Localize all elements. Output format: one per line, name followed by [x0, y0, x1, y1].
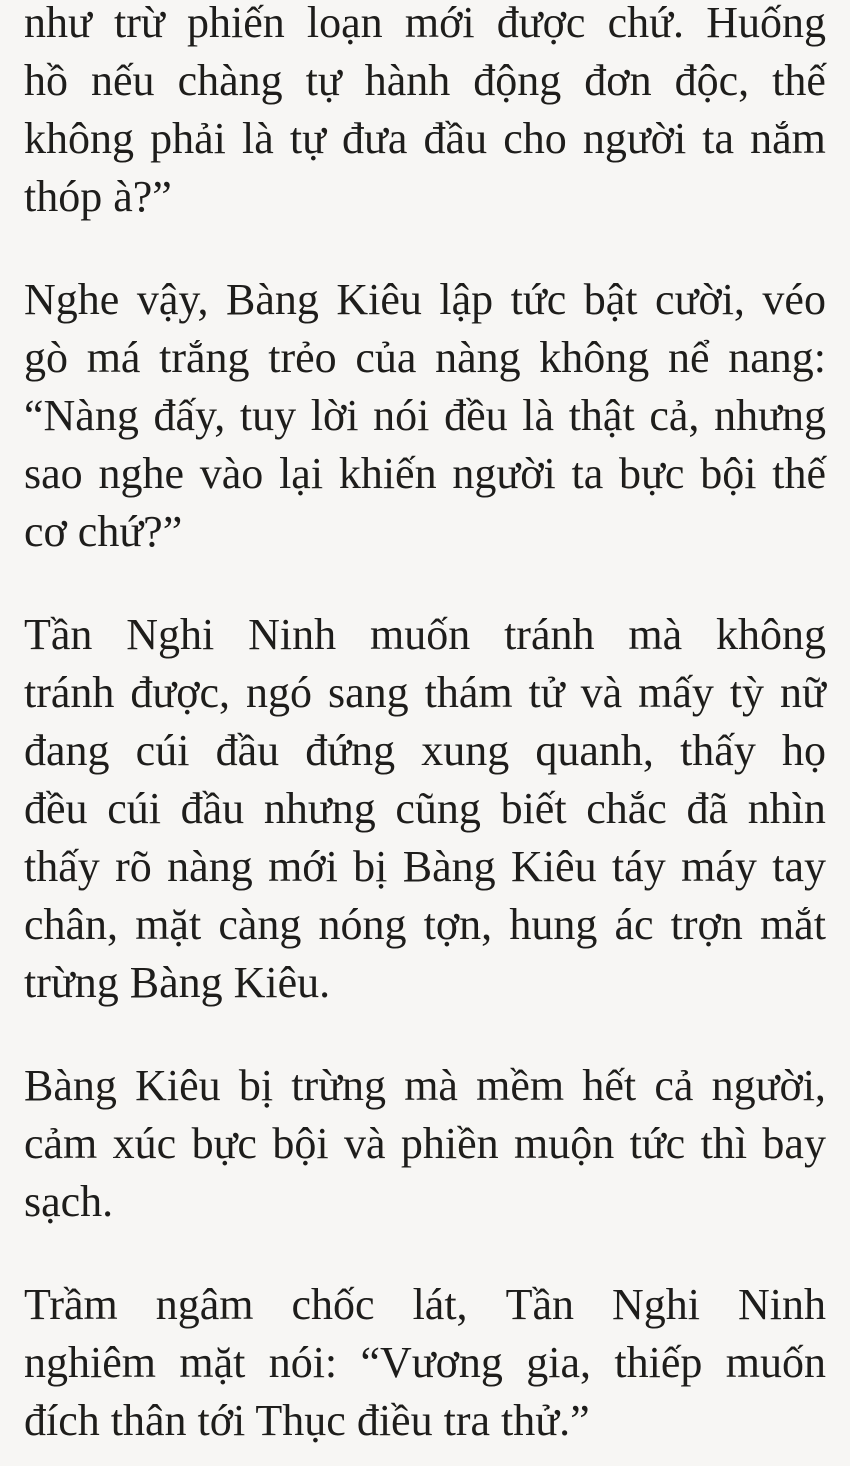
word: nàng — [435, 333, 521, 382]
word: động — [473, 56, 562, 105]
word: và — [343, 1119, 386, 1168]
word: nang: — [728, 333, 826, 382]
word: bực — [619, 449, 685, 498]
word: đơn — [584, 56, 652, 105]
word: vậy, — [136, 275, 209, 324]
word: muộn — [514, 1119, 615, 1168]
text-line: cơ chứ?” — [24, 507, 183, 556]
text-line — [24, 271, 826, 329]
word: mấy — [638, 668, 714, 717]
word: trợn — [670, 900, 743, 949]
word: không — [539, 333, 650, 382]
word: bội — [272, 1119, 329, 1168]
word: táy — [611, 842, 666, 891]
word: thế — [772, 449, 826, 498]
word: trừ — [114, 0, 165, 47]
word: đầu — [423, 114, 488, 163]
word: lời — [310, 391, 359, 440]
text-line — [24, 387, 826, 445]
word: hồ — [24, 56, 68, 105]
word: tợn, — [423, 900, 493, 949]
word: như — [24, 0, 92, 47]
word: Kiêu — [135, 1061, 221, 1110]
text-line — [24, 780, 826, 838]
word: cười, — [655, 275, 745, 324]
word: độc, — [674, 56, 750, 105]
word: mà — [404, 1061, 458, 1110]
word: nếu — [91, 56, 155, 105]
word: không — [24, 114, 134, 163]
word: được, — [130, 668, 231, 717]
word: hung — [509, 900, 598, 949]
word: sang — [327, 668, 409, 717]
word: biết — [500, 784, 567, 833]
word: nhưng — [263, 784, 376, 833]
word: được — [496, 0, 586, 47]
word: cho — [503, 114, 567, 163]
word: nữ — [780, 668, 826, 717]
text-line: thóp à?” — [24, 172, 172, 221]
word: Ninh — [248, 610, 337, 659]
word: mặt — [135, 900, 202, 949]
word: nàng — [167, 842, 253, 891]
word: đấy, — [153, 391, 226, 440]
word: tự — [289, 114, 326, 163]
word: của — [355, 333, 417, 382]
word: “Vương — [360, 1338, 503, 1387]
paragraph — [24, 1057, 826, 1231]
word: càng — [218, 900, 302, 949]
word: đều — [24, 784, 88, 833]
word: Kiêu — [511, 842, 597, 891]
word: nóng — [318, 900, 407, 949]
word: muốn — [725, 1338, 826, 1387]
word: bị — [238, 1061, 274, 1110]
word: thấy — [24, 842, 100, 891]
word: lát, — [412, 1280, 468, 1329]
word: mới — [404, 0, 475, 47]
word: xung — [421, 726, 510, 775]
word: tránh — [504, 610, 595, 659]
word: quanh, — [535, 726, 654, 775]
word: Tần — [24, 610, 93, 659]
word: phiến — [186, 0, 285, 47]
word: trẻo — [268, 333, 337, 382]
word: bực — [191, 1119, 257, 1168]
word: mà — [628, 610, 683, 659]
word: bật — [583, 275, 638, 324]
word: tuy — [239, 391, 297, 440]
word: khiến — [338, 449, 437, 498]
word: hành — [364, 56, 451, 105]
word: bội — [700, 449, 757, 498]
text-line: đích thân tới Thục điều tra thử.” — [24, 1396, 590, 1445]
paragraph — [24, 606, 826, 1012]
word: nói: — [268, 1338, 338, 1387]
word: gò — [24, 333, 68, 382]
word: người — [452, 449, 556, 498]
word: mới — [268, 842, 338, 891]
paragraph — [24, 271, 826, 561]
word: Bàng — [402, 842, 496, 891]
word: Kiêu — [336, 275, 422, 324]
word: cả, — [649, 391, 700, 440]
word: tỳ — [729, 668, 765, 717]
word: muốn — [369, 610, 471, 659]
word: thế — [772, 56, 826, 105]
paragraph — [24, 0, 826, 226]
word: cả — [654, 1061, 694, 1110]
word: Tần — [505, 1280, 574, 1329]
text-line — [24, 1057, 826, 1115]
word: đứng — [305, 726, 396, 775]
word: đưa — [342, 114, 408, 163]
text-line — [24, 110, 826, 168]
word: chứ. — [607, 0, 685, 47]
word: mặt — [179, 1338, 246, 1387]
word: Nghi — [611, 1280, 700, 1329]
word: Bàng — [225, 275, 319, 324]
text-line: trừng Bàng Kiêu. — [24, 958, 331, 1007]
word: bay — [762, 1119, 826, 1168]
word: trừng — [291, 1061, 386, 1110]
word: mềm — [476, 1061, 565, 1110]
word: thiếp — [614, 1338, 703, 1387]
word: đều — [444, 391, 508, 440]
word: Ninh — [737, 1280, 826, 1329]
text-line — [24, 52, 826, 110]
word: là — [522, 391, 555, 440]
text-line — [24, 1334, 826, 1392]
word: cũng — [395, 784, 481, 833]
word: sao — [24, 449, 83, 498]
word: loạn — [306, 0, 383, 47]
text-line — [24, 445, 826, 503]
word: chắc — [586, 784, 667, 833]
word: họ — [781, 726, 826, 775]
word: bị — [353, 842, 388, 891]
word: tức — [510, 275, 567, 324]
word: tức — [629, 1119, 686, 1168]
text-line — [24, 1115, 826, 1173]
word: Trầm — [24, 1280, 118, 1329]
text-line — [24, 606, 826, 664]
word: đang — [24, 726, 110, 775]
word: tử — [528, 668, 565, 717]
chapter-text — [24, 0, 826, 1450]
word: Nghi — [126, 610, 215, 659]
word: Bàng — [24, 1061, 117, 1110]
word: nắm — [750, 114, 826, 163]
word: “Nàng — [24, 391, 139, 440]
word: phải — [150, 114, 226, 163]
word: mắt — [759, 900, 826, 949]
word: thì — [700, 1119, 748, 1168]
word: chốc — [291, 1280, 375, 1329]
word: không — [715, 610, 826, 659]
word: ngó — [246, 668, 312, 717]
text-line — [24, 664, 826, 722]
word: chân, — [24, 900, 119, 949]
word: người, — [711, 1061, 826, 1110]
word: phiền — [400, 1119, 499, 1168]
word: vào — [199, 449, 264, 498]
word: chàng — [177, 56, 283, 105]
word: lại — [279, 449, 324, 498]
word: lập — [439, 275, 494, 324]
word: và — [580, 668, 623, 717]
word: má — [86, 333, 141, 382]
word: tránh — [24, 668, 115, 717]
word: tay — [772, 842, 826, 891]
paragraph — [24, 1276, 826, 1450]
word: nhưng — [714, 391, 826, 440]
word: nghiêm — [24, 1338, 156, 1387]
text-line — [24, 896, 826, 954]
text-line — [24, 329, 826, 387]
word: cảm — [24, 1119, 98, 1168]
text-line — [24, 0, 826, 52]
word: thấy — [680, 726, 756, 775]
word: thám — [424, 668, 513, 717]
word: đầu — [215, 726, 280, 775]
word: nói — [373, 391, 430, 440]
word: Nghe — [24, 275, 120, 324]
word: Huống — [706, 0, 826, 47]
word: véo — [762, 275, 826, 324]
text-line — [24, 722, 826, 780]
word: gia, — [526, 1338, 592, 1387]
word: nể — [667, 333, 710, 382]
text-line — [24, 838, 826, 896]
word: đầu — [180, 784, 245, 833]
text-line: sạch. — [24, 1177, 114, 1226]
word: ngâm — [155, 1280, 254, 1329]
word: nhìn — [747, 784, 826, 833]
word: nghe — [98, 449, 184, 498]
word: xúc — [112, 1119, 177, 1168]
word: tự — [305, 56, 342, 105]
word: ta — [571, 449, 604, 498]
word: máy — [681, 842, 757, 891]
word: người — [582, 114, 687, 163]
word: trắng — [159, 333, 250, 382]
text-line — [24, 1276, 826, 1334]
word: cúi — [107, 784, 161, 833]
word: ta — [702, 114, 735, 163]
word: cúi — [135, 726, 190, 775]
word: hết — [582, 1061, 637, 1110]
word: rõ — [115, 842, 152, 891]
word: đã — [686, 784, 729, 833]
word: thật — [568, 391, 635, 440]
word: là — [241, 114, 274, 163]
word: ác — [614, 900, 654, 949]
